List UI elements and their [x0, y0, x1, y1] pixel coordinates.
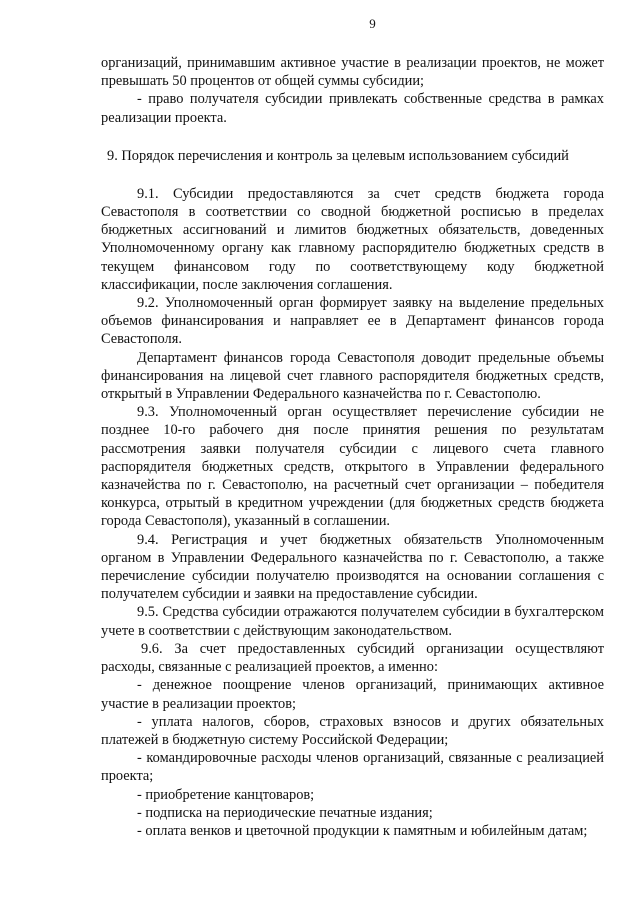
list-item: - приобретение канцтоваров; — [137, 786, 315, 803]
list-item: - оплата венков и цветочной продукции к памятным и юбилейным датам; — [137, 822, 588, 839]
paragraph-continuation: организаций, принимавшим активное участие в реализации проектов, не может превышать 50 процентов от общей суммы субсидии; — [101, 55, 604, 90]
paragraph-department: Департамент финансов города Севастополя доводит предельные объемы финансирования на лицевой счет главного распорядителя бюджетных средств, открытый в Управлении Федерального казначейства по г. Севастополю. — [101, 349, 604, 403]
section-heading: 9. Порядок перечисления и контроль за целевым использованием субсидий — [107, 147, 569, 164]
paragraph-9-4: 9.4. Регистрация и учет бюджетных обязательств Уполномоченным органом в Управлении Федерального казначейства по г. Севастополю, а также перечисление субсидии получателю производятся на основании соглашения с получателем субсидии и заявки на предоставление субсидии. — [101, 531, 604, 603]
paragraph-9-1: 9.1. Субсидии предоставляются за счет средств бюджета города Севастополя в соответствии со сводной бюджетной росписью в пределах бюджетных ассигнований и лимитов бюджетных обязательств, доведенных Уполномоченному органу как главному распорядителю бюджетных средств в текущем финансовом году по соответствующему коду бюджетной классификации, после заключения соглашения. — [101, 185, 604, 293]
paragraph-9-6: 9.6. За счет предоставленных субсидий организации осуществляют расходы, связанные с реализацией проектов, а именно: — [101, 640, 604, 676]
list-item: - командировочные расходы членов организаций, связанные с реализацией проекта; — [101, 750, 604, 785]
paragraph-9-3: 9.3. Уполномоченный орган осуществляет перечисление субсидии не позднее 10-го рабочего дня после принятия решения по результатам рассмотрения заявки получателя субсидии с лицевого счета главного распорядителя бюджетных средств, открытого в Управлении федерального казначейства по г. Севастополю, на расчетный счет организации – победителя конкурса, отрытый в кредитном учреждении (для бюджетных средств бюджета города Севастополя), указанный в соглашении. — [101, 404, 604, 530]
paragraph-9-2: 9.2. Уполномоченный орган формирует заявку на выделение предельных объемов финансирования и направляет ее в Департамент финансов города Севастополя. — [101, 295, 604, 348]
list-item: - уплата налогов, сборов, страховых взносов и других обязательных платежей в бюджетную систему Российской Федерации; — [101, 713, 604, 748]
list-item: - подписка на периодические печатные издания; — [137, 804, 433, 821]
list-item: - денежное поощрение членов организаций, принимающих активное участие в реализации проектов; — [101, 677, 604, 712]
page-number: 9 — [369, 16, 376, 31]
paragraph-9-5: 9.5. Средства субсидии отражаются получателем субсидии в бухгалтерском учете в соответствии с действующим законодательством. — [101, 604, 604, 639]
paragraph-list-item: - право получателя субсидии привлекать собственные средства в рамках реализации проекта. — [101, 91, 604, 126]
